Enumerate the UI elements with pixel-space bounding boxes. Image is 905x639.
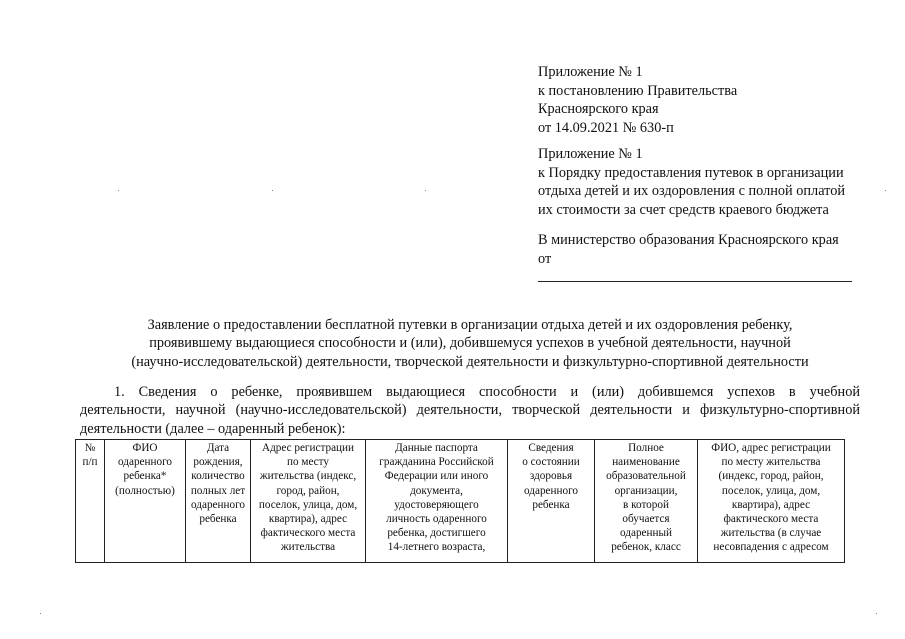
- col-number: № п/п: [76, 440, 105, 563]
- col-fio: ФИО одаренного ребенка* (полностью): [105, 440, 186, 563]
- section-1-line: деятельности (далее – одаренный ребенок):: [80, 420, 346, 437]
- scan-speck: [425, 190, 426, 191]
- col-address: Адрес регистрации по месту жительства (индекс, город, район, поселок, улица, дом, квартира), адрес фактического места жительства: [251, 440, 366, 563]
- scan-speck: [40, 613, 41, 614]
- section-1-paragraph: [80, 383, 860, 438]
- title-line: Заявление о предоставлении бесплатной путевки в организации отдыха детей и их оздоровления ребенку,: [147, 317, 793, 333]
- appendix-2-line: их стоимости за счет средств краевого бюджета: [538, 201, 829, 218]
- appendix-1-header: [538, 63, 737, 137]
- addressee-from: от: [538, 250, 552, 267]
- col-birthdate: Дата рождения, количество полных лет одаренного ребенка: [186, 440, 251, 563]
- col-school: Полное наименование образовательной организации, в которой обучается одаренный ребенок, класс: [595, 440, 698, 563]
- appendix-2-line: отдыха детей и их оздоровления с полной оплатой: [538, 183, 846, 200]
- scan-speck: [876, 613, 877, 614]
- appendix-1-line: к постановлению Правительства: [538, 82, 738, 99]
- child-info-table: [75, 439, 845, 563]
- applicant-name-line: [538, 281, 852, 282]
- section-1-line: 1. Сведения о ребенке, проявившем выдающиеся способности и (или) добившемся успехов в учебной: [114, 384, 860, 400]
- col-parent: ФИО, адрес регистрации по месту жительства (индекс, город, район, поселок, улица, дом, квартира), адрес фактического места жительства (в случае несовпадения с адресом: [698, 440, 845, 563]
- col-passport: Данные паспорта гражданина Российской Федерации или иного документа, удостоверяющего личность одаренного ребенка, достигшего 14-летнего возраста,: [366, 440, 508, 563]
- scan-speck: [118, 190, 119, 191]
- appendix-1-line: Приложение № 1: [538, 64, 643, 80]
- scan-speck: [885, 190, 886, 191]
- title-line: (научно-исследовательской) деятельности, творческой деятельности и физкультурно-спортивной деятельности: [131, 353, 809, 370]
- appendix-1-line: Красноярского края: [538, 101, 659, 118]
- scan-speck: [272, 190, 273, 191]
- appendix-2-line: Приложение № 1: [538, 146, 643, 162]
- document-title: [80, 316, 860, 371]
- section-1-line: деятельности, научной (научно-исследовательской) деятельности, творческой деятельности и физкультурно-спортивной: [80, 402, 860, 419]
- table-header-row: [76, 440, 845, 563]
- title-line: проявившему выдающиеся способности и (или), добившемуся успехов в учебной деятельности, научной: [149, 335, 791, 352]
- addressee-line: В министерство образования Красноярского края: [538, 232, 839, 248]
- appendix-2-header: [538, 145, 878, 219]
- col-health: Сведения о состоянии здоровья одаренного ребенка: [508, 440, 595, 563]
- appendix-1-line: от 14.09.2021 № 630-п: [538, 119, 674, 136]
- appendix-2-line: к Порядку предоставления путевок в организации: [538, 164, 844, 181]
- addressee-block: [538, 231, 878, 268]
